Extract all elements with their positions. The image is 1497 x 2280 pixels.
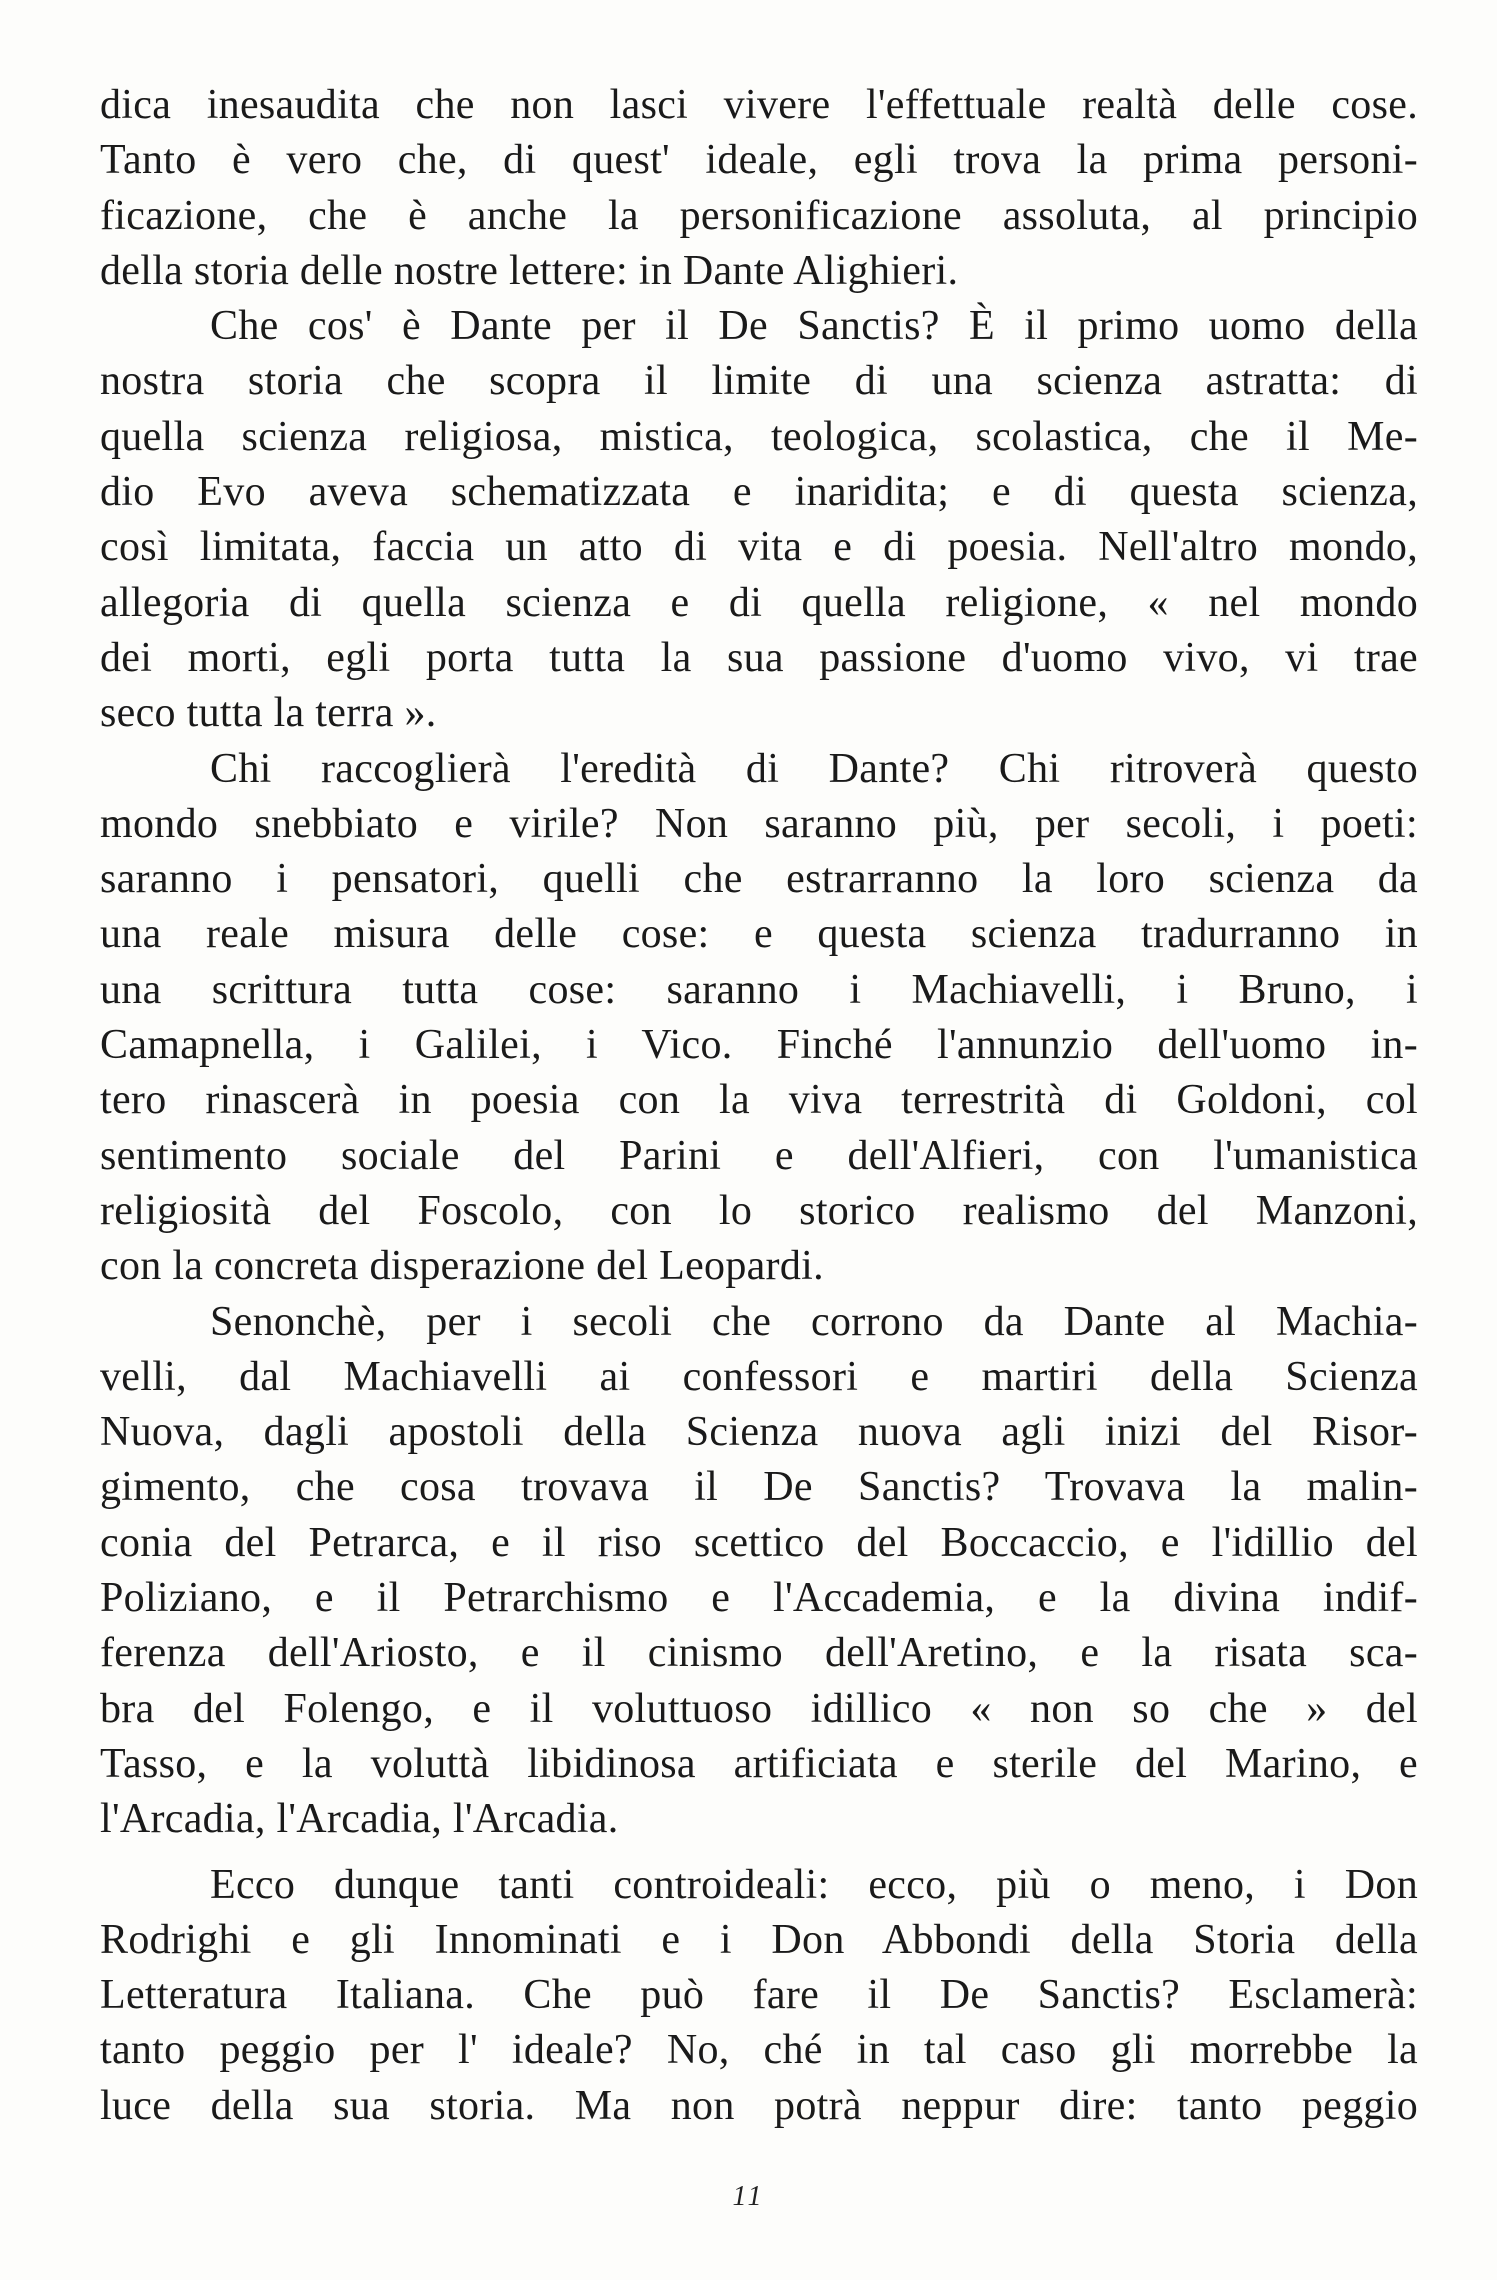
- text-line: Chi raccoglierà l'eredità di Dante? Chi ritroverà questo: [210, 745, 1418, 792]
- text-line: Tanto è vero che, di quest' ideale, egli trova la prima personi-: [100, 137, 1418, 184]
- text-line: Camapnella, i Galilei, i Vico. Finché l'annunzio dell'uomo in-: [100, 1022, 1418, 1069]
- text-line: Senonchè, per i secoli che corrono da Dante al Machia-: [210, 1298, 1418, 1345]
- text-line: dei morti, egli porta tutta la sua passione d'uomo vivo, vi trae: [100, 634, 1418, 681]
- text-line: Ecco dunque tanti controideali: ecco, più o meno, i Don: [210, 1861, 1418, 1908]
- text-line: l'Arcadia, l'Arcadia, l'Arcadia.: [100, 1796, 619, 1843]
- text-line: della storia delle nostre lettere: in Dante Alighieri.: [100, 247, 959, 294]
- text-line: tero rinascerà in poesia con la viva terrestrità di Goldoni, col: [100, 1077, 1418, 1124]
- text-line: mondo snebbiato e virile? Non saranno più, per secoli, i poeti:: [100, 800, 1418, 847]
- text-line: saranno i pensatori, quelli che estrarranno la loro scienza da: [100, 856, 1418, 903]
- text-line: tanto peggio per l' ideale? No, ché in tal caso gli morrebbe la: [100, 2027, 1418, 2074]
- text-line: seco tutta la terra ».: [100, 690, 437, 737]
- text-line: dica inesaudita che non lasci vivere l'effettuale realtà delle cose.: [100, 82, 1418, 128]
- text-line: luce della sua storia. Ma non potrà neppur dire: tanto peggio: [100, 2082, 1418, 2129]
- text-line: Poliziano, e il Petrarchismo e l'Accademia, e la divina indif-: [100, 1575, 1418, 1622]
- text-line: sentimento sociale del Parini e dell'Alfieri, con l'umanistica: [100, 1132, 1418, 1179]
- text-line: quella scienza religiosa, mistica, teologica, scolastica, che il Me-: [100, 413, 1418, 460]
- text-line: allegoria di quella scienza e di quella religione, « nel mondo: [100, 579, 1418, 626]
- text-line: conia del Petrarca, e il riso scettico del Boccaccio, e l'idillio del: [100, 1519, 1418, 1566]
- text-line: bra del Folengo, e il voluttuoso idillico « non so che » del: [100, 1685, 1418, 1732]
- text-line: Tasso, e la voluttà libidinosa artificiata e sterile del Marino, e: [100, 1740, 1418, 1787]
- text-line: una reale misura delle cose: e questa scienza tradurranno in: [100, 911, 1418, 958]
- text-line: gimento, che cosa trovava il De Sanctis? Trovava la malin-: [100, 1464, 1418, 1511]
- text-line: Che cos' è Dante per il De Sanctis? È il primo uomo della: [210, 303, 1418, 350]
- text-line: Rodrighi e gli Innominati e i Don Abbondi della Storia della: [100, 1916, 1418, 1963]
- text-line: ficazione, che è anche la personificazione assoluta, al principio: [100, 192, 1418, 239]
- text-line: Letteratura Italiana. Che può fare il De Sanctis? Esclamerà:: [100, 1972, 1418, 2019]
- text-line: così limitata, faccia un atto di vita e di poesia. Nell'altro mondo,: [100, 524, 1418, 571]
- text-line: nostra storia che scopra il limite di una scienza astratta: di: [100, 358, 1418, 405]
- text-line: dio Evo aveva schematizzata e inaridita; e di questa scienza,: [100, 469, 1418, 516]
- text-line: velli, dal Machiavelli ai confessori e martiri della Scienza: [100, 1353, 1418, 1400]
- text-line: Nuova, dagli apostoli della Scienza nuova agli inizi del Risor-: [100, 1409, 1418, 1456]
- paragraph-gap: [100, 1848, 1418, 1858]
- text-line: con la concreta disperazione del Leopardi.: [100, 1243, 824, 1290]
- text-line: religiosità del Foscolo, con lo storico realismo del Manzoni,: [100, 1187, 1418, 1234]
- text-line: ferenza dell'Ariosto, e il cinismo dell'Aretino, e la risata sca-: [100, 1630, 1418, 1677]
- body-text: [100, 78, 1418, 2134]
- page-number: 11: [732, 2181, 765, 2212]
- text-line: una scrittura tutta cose: saranno i Machiavelli, i Bruno, i: [100, 966, 1418, 1013]
